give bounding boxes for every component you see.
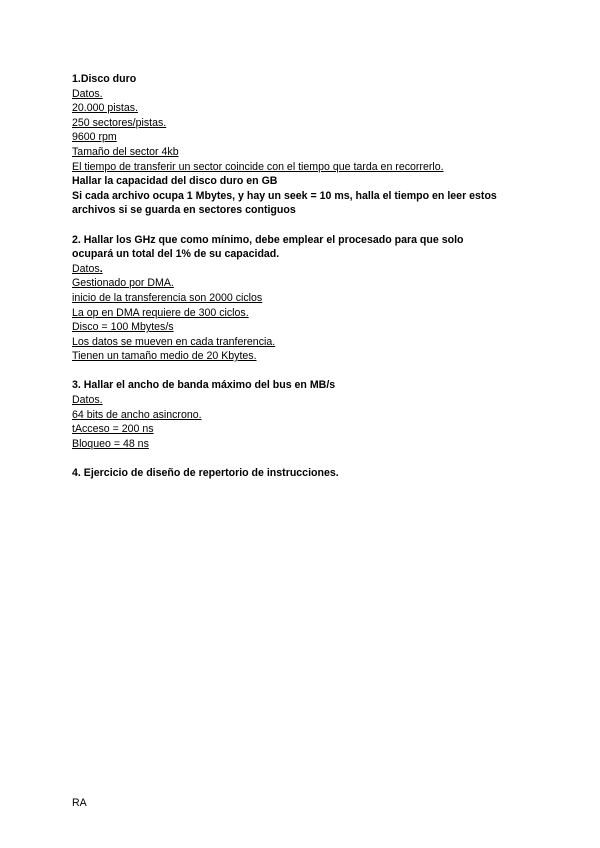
q2-data-line: inicio de la transferencia son 2000 ciclos	[72, 291, 263, 304]
document-body	[72, 72, 542, 481]
q2-data-line: Gestionado por DMA.	[72, 277, 174, 290]
q1-data-line: 250 sectores/pistas.	[72, 116, 167, 129]
q1-datos-label: Datos.	[72, 87, 103, 100]
q2-data-line: La op en DMA requiere de 300 ciclos.	[72, 306, 249, 319]
q3-title: 3. Hallar el ancho de banda máximo del bus en MB/s	[72, 379, 336, 392]
q3-data-line: Bloqueo = 48 ns	[72, 437, 149, 450]
q1-question-line: Si cada archivo ocupa 1 Mbytes, y hay un seek = 10 ms, halla el tiempo en leer estos	[72, 189, 497, 202]
q2-data-line: Tienen un tamaño medio de 20 Kbytes.	[72, 350, 257, 363]
q1-question-line: archivos si se guarda en sectores contiguos	[72, 204, 296, 217]
q3-data-line: 64 bits de ancho asincrono.	[72, 408, 202, 421]
q2-title-line: 2. Hallar los GHz que como mínimo, debe emplear el procesado para que solo	[72, 233, 464, 246]
q2-data-line: Los datos se mueven en cada tranferencia.	[72, 335, 276, 348]
q1-question-line: Hallar la capacidad del disco duro en GB	[72, 175, 278, 188]
q3-datos-label: Datos.	[72, 394, 103, 407]
q1-data-line: Tamaño del sector 4kb	[72, 145, 179, 158]
q4-title: 4. Ejercicio de diseño de repertorio de instrucciones.	[72, 467, 339, 480]
q2-data-line: Disco = 100 Mbytes/s	[72, 321, 174, 334]
footer-initials: RA	[72, 797, 87, 809]
spacer	[72, 451, 542, 466]
spacer	[72, 364, 542, 379]
q2-datos-label	[72, 262, 542, 277]
q2-title-line: ocupará un total del 1% de su capacidad.	[72, 248, 280, 261]
spacer	[72, 218, 542, 233]
q1-data-line: 20.000 pistas.	[72, 102, 138, 115]
q1-data-line: 9600 rpm	[72, 131, 117, 144]
q3-data-line: tAcceso = 200 ns	[72, 423, 154, 436]
q1-data-line: El tiempo de transferir un sector coincide con el tiempo que tarda en recorrerlo.	[72, 160, 444, 173]
q2-datos-word: Datos	[72, 262, 100, 275]
q1-title: 1.Disco duro	[72, 73, 137, 85]
q2-datos-dot: .	[99, 262, 103, 275]
